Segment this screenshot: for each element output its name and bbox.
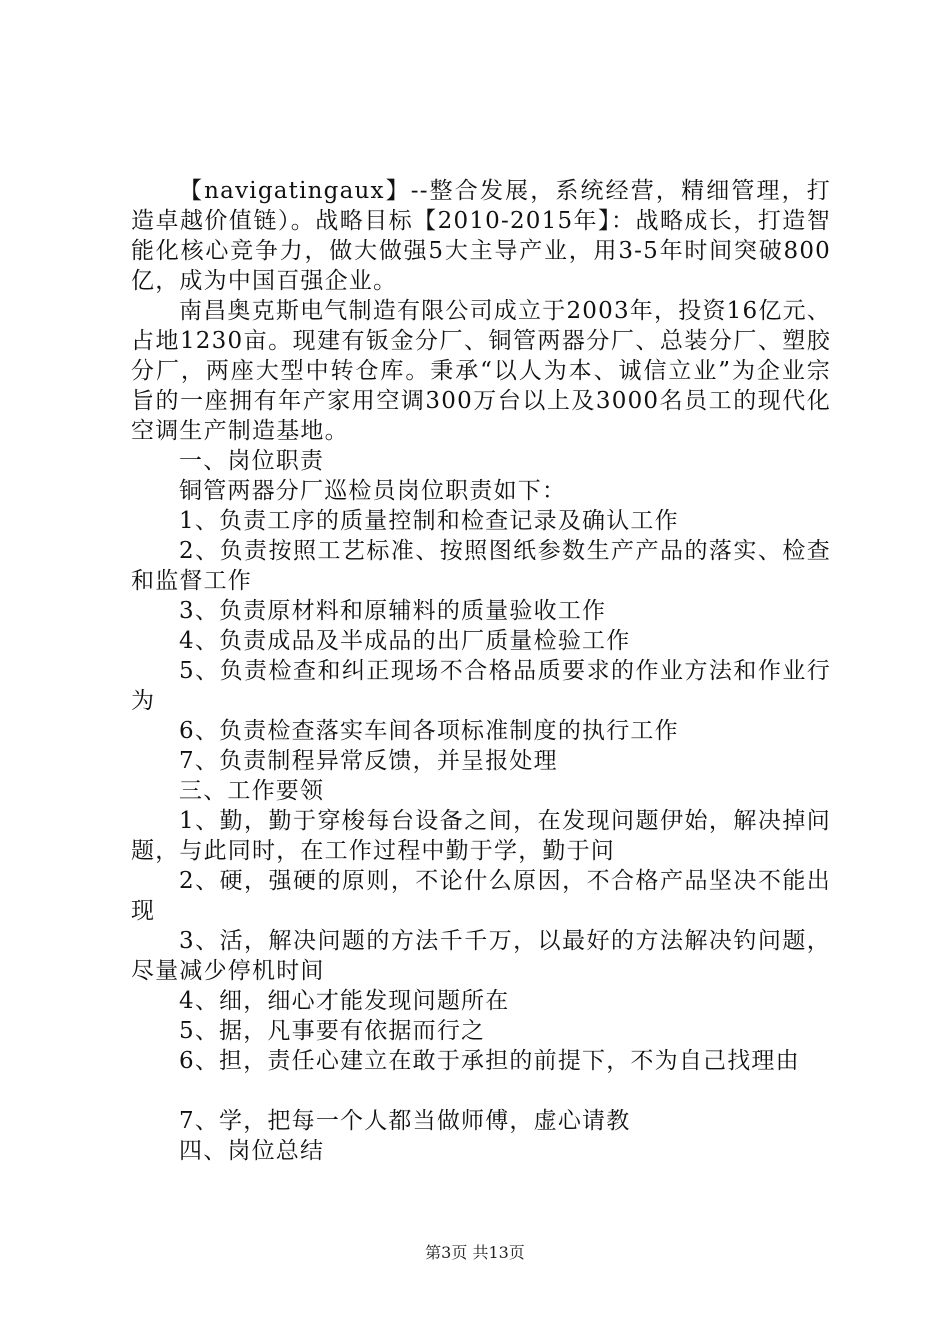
essential-item-5: 5、据，凡事要有依据而行之 bbox=[179, 1018, 486, 1044]
page-number-footer: 第3页 共13页 bbox=[425, 1243, 525, 1262]
document-body bbox=[131, 176, 831, 1166]
paragraph-strategy: 【navigatingaux】--整合发展，系统经营，精细管理，打造卓越价值链）。战略目标【2010-2015年】：战略成长，打造智能化核心竞争力，做大做强5大主导产业，用3-5年时间突破800亿，成为中国百强企业。 bbox=[131, 178, 831, 294]
duty-item-2: 2、负责按照工艺标准、按照图纸参数生产产品的落实、检查和监督工作 bbox=[131, 538, 831, 594]
heading-work-essentials: 三、工作要领 bbox=[179, 778, 325, 804]
duty-item-6: 6、负责检查落实车间各项标准制度的执行工作 bbox=[179, 718, 679, 744]
duty-item-3: 3、负责原材料和原辅料的质量验收工作 bbox=[179, 598, 607, 624]
duty-item-1: 1、负责工序的质量控制和检查记录及确认工作 bbox=[179, 508, 679, 534]
paragraph-duties-intro: 铜管两器分厂巡检员岗位职责如下： bbox=[179, 478, 567, 504]
essential-item-1: 1、勤，勤于穿梭每台设备之间，在发现问题伊始，解决掉问题，与此同时，在工作过程中勤于学，勤于问 bbox=[131, 808, 831, 864]
heading-job-duties: 一、岗位职责 bbox=[179, 448, 325, 474]
essential-item-7: 7、学，把每一个人都当做师傅，虚心请教 bbox=[179, 1108, 631, 1134]
essential-item-6: 6、担，责任心建立在敢于承担的前提下，不为自己找理由 bbox=[179, 1048, 800, 1074]
duty-item-7: 7、负责制程异常反馈，并呈报处理 bbox=[179, 748, 558, 774]
essential-item-3: 3、活，解决问题的方法千千万，以最好的方法解决钓问题，尽量减少停机时间 bbox=[131, 928, 831, 984]
duty-item-4: 4、负责成品及半成品的出厂质量检验工作 bbox=[179, 628, 631, 654]
heading-job-summary: 四、岗位总结 bbox=[179, 1138, 325, 1164]
essential-item-4: 4、细，细心才能发现问题所在 bbox=[179, 988, 510, 1014]
essential-item-2: 2、硬，强硬的原则，不论什么原因，不合格产品坚决不能出现 bbox=[131, 868, 831, 924]
paragraph-company-intro: 南昌奥克斯电气制造有限公司成立于2003年，投资16亿元、占地1230亩。现建有钣金分厂、铜管两器分厂、总装分厂、塑胶分厂，两座大型中转仓库。秉承“以人为本、诚信立业”为企业宗旨的一座拥有年产家用空调300万台以上及3000名员工的现代化空调生产制造基地。 bbox=[131, 298, 831, 444]
duty-item-5: 5、负责检查和纠正现场不合格品质要求的作业方法和作业行为 bbox=[131, 658, 831, 714]
